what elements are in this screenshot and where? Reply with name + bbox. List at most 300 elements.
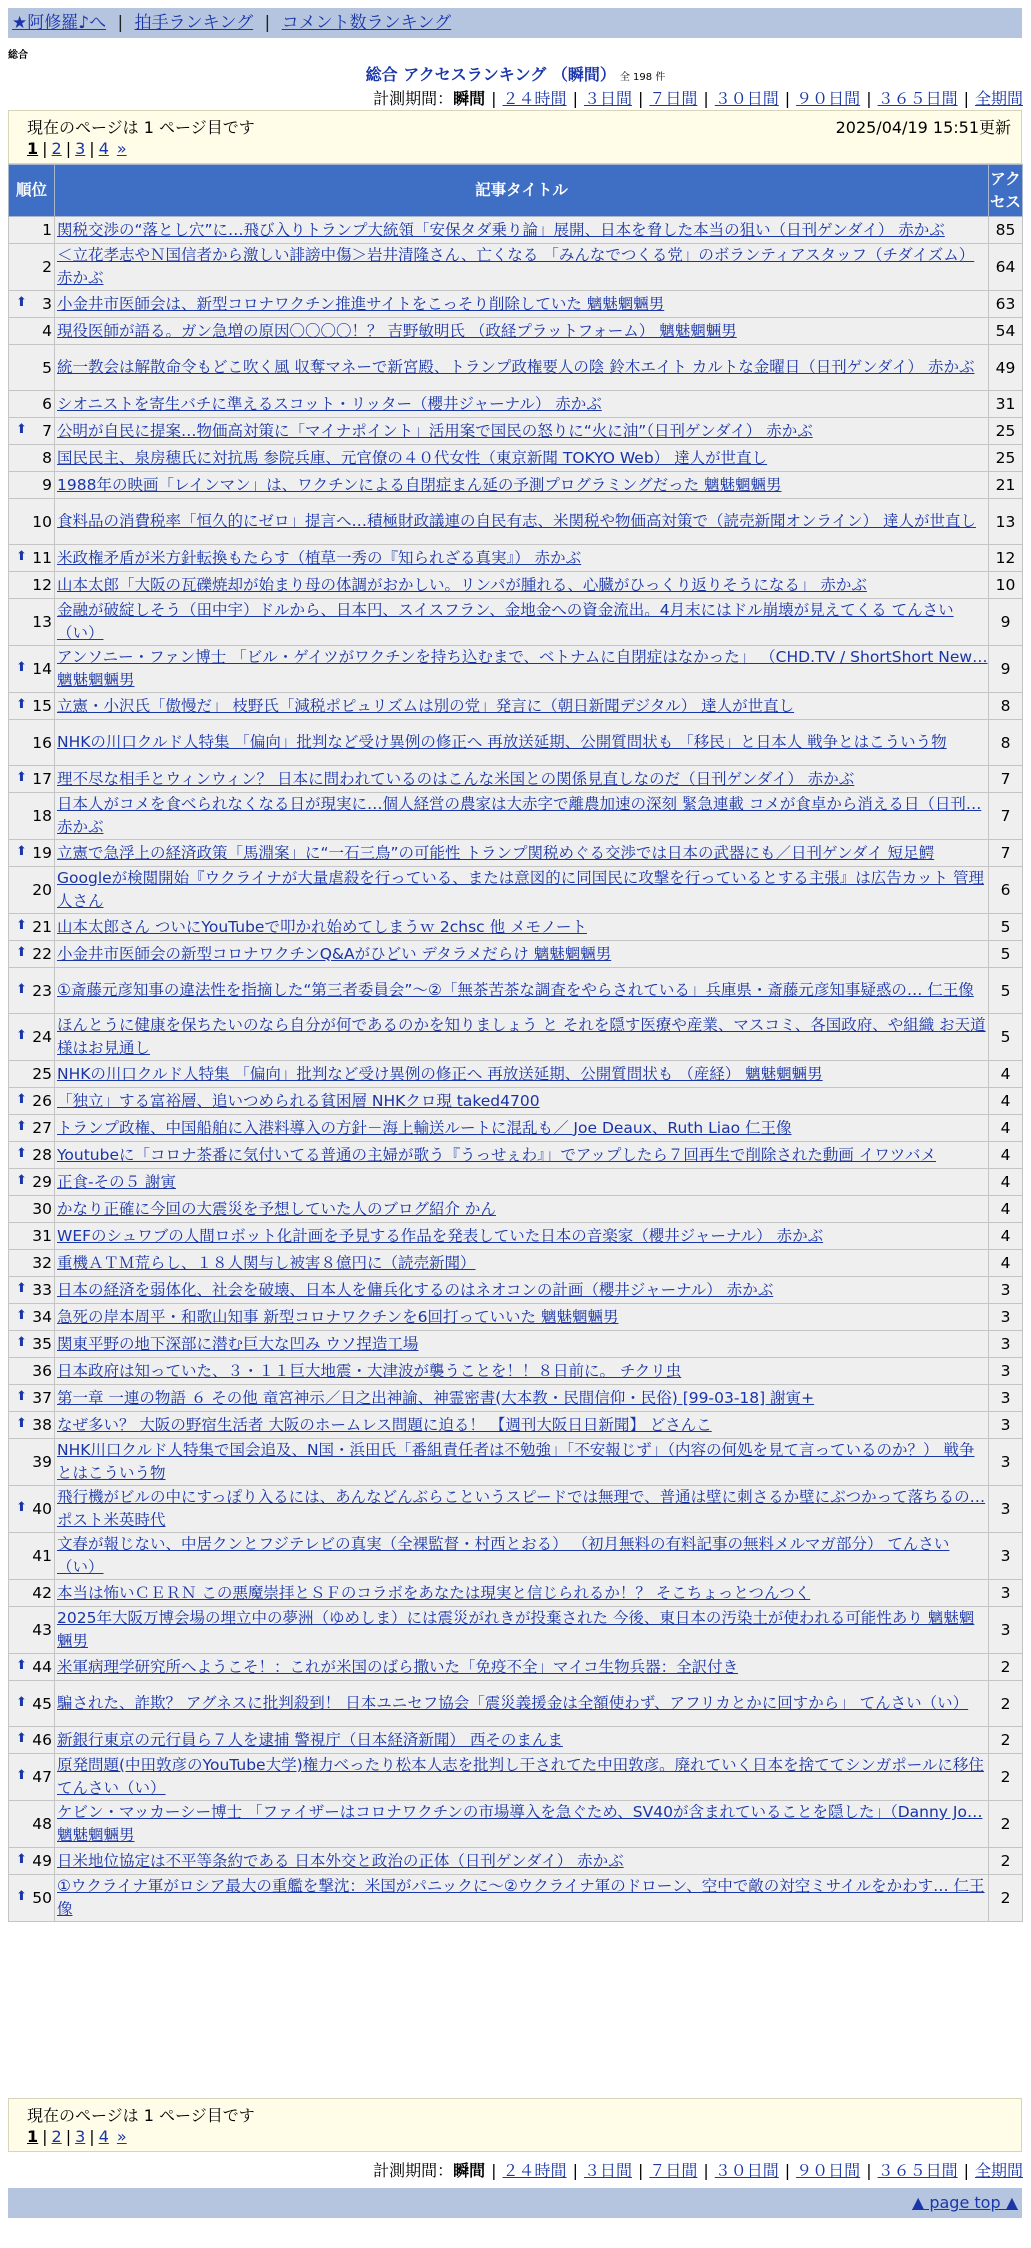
access-count: 25 <box>989 445 1023 472</box>
article-link[interactable]: NHKの川口クルド人特集 「偏向」批判など受け異例の修正へ 再放送延期、公開質問状も 「移民」と日本人 戦争とはこういう物 <box>57 733 947 751</box>
access-count: 5 <box>989 968 1023 1014</box>
title-cell <box>55 217 989 244</box>
up-arrow-icon: ⬆ <box>16 945 27 960</box>
rank-cell <box>9 1358 55 1385</box>
article-link[interactable]: 原発問題(中田敦彦のYouTube大学)権力べったり松本人志を批判し干されてた中田敦彦。廃れていく日本を捨ててシンガポールに移住 てんさい（い） <box>57 1756 984 1797</box>
pager-panel-top <box>8 110 1022 164</box>
title-cell <box>55 345 989 391</box>
access-count: 3 <box>989 1607 1023 1654</box>
rank-cell <box>9 1331 55 1358</box>
rank-cell <box>9 445 55 472</box>
table-row <box>9 1801 1023 1848</box>
title-cell <box>55 693 989 720</box>
rank-cell <box>9 418 55 445</box>
ranking-body <box>9 217 1023 1922</box>
article-link[interactable]: 金融が破綻しそう（田中宇）ドルから、日本円、スイスフラン、金地金への資金流出。4月末にはドル崩壊が見えてくる てんさい（い） <box>57 601 954 642</box>
table-row <box>9 1304 1023 1331</box>
up-arrow-icon: ⬆ <box>16 295 27 310</box>
table-row <box>9 572 1023 599</box>
period-24h[interactable]: ２４時間 <box>502 89 567 108</box>
access-count: 7 <box>989 766 1023 793</box>
page-link-4[interactable]: 4 <box>98 2127 109 2146</box>
title-cell <box>55 1385 989 1412</box>
title-cell <box>55 599 989 646</box>
article-link[interactable]: 文春が報じない、中居クンとフジテレビの真実（全裸監督・村西とおる） （初月無料の有料記事の無料メルマガ部分） てんさい（い） <box>57 1535 950 1576</box>
rank-number: 23 <box>32 981 52 1000</box>
table-row <box>9 1142 1023 1169</box>
title-cell <box>55 968 989 1014</box>
article-link[interactable]: WEFのシュワブの人間ロボット化計画を予見する作品を発表していた日本の音楽家（櫻井ジャーナル） 赤かぶ <box>57 1226 824 1245</box>
article-link[interactable]: 飛行機がビルの中にすっぽり入るには、あんなどんぶらこというスピードでは無理で、普通は壁に刺さるか壁にぶつかって落ちるの… ポスト米英時代 <box>57 1488 986 1529</box>
access-count: 2 <box>989 1754 1023 1801</box>
article-link[interactable]: 理不尽な相手とウィンウィン？ 日本に問われているのはこんな米国との関係見直しなのだ（日刊ゲンダイ） 赤かぶ <box>57 769 855 788</box>
table-row <box>9 1681 1023 1727</box>
up-arrow-icon: ⬆ <box>16 549 27 564</box>
article-link[interactable]: 米政権矛盾が米方針転換もたらす（植草一秀の『知られざる真実』） 赤かぶ <box>57 548 582 567</box>
table-header-row <box>9 165 1023 217</box>
article-link[interactable]: 関東平野の地下深部に潜む巨大な凹み ウソ捏造工場 <box>57 1334 419 1353</box>
period-all[interactable]: 全期間 <box>974 89 1023 108</box>
item-count: 全 198 件 <box>619 72 666 83</box>
rank-cell <box>9 1412 55 1439</box>
rank-cell <box>9 291 55 318</box>
up-arrow-icon: ⬆ <box>16 1119 27 1134</box>
table-row <box>9 418 1023 445</box>
access-count: 4 <box>989 1061 1023 1088</box>
col-access: アクセス <box>989 165 1023 217</box>
access-count: 4 <box>989 1088 1023 1115</box>
title-cell <box>55 572 989 599</box>
access-count: 3 <box>989 1304 1023 1331</box>
access-count: 4 <box>989 1250 1023 1277</box>
rank-number: 24 <box>32 1028 52 1046</box>
period-label: 計測期間： <box>373 89 454 108</box>
page-link-3[interactable]: 3 <box>75 139 86 158</box>
rank-cell <box>9 914 55 941</box>
title-cell <box>55 499 989 545</box>
rank-number: 34 <box>32 1308 52 1326</box>
next-page-link[interactable]: » <box>116 139 127 158</box>
title-cell <box>55 545 989 572</box>
article-link[interactable]: 「独立」する富裕層、追いつめられる貧困層 NHKクロ現 taked4700 <box>57 1091 540 1110</box>
rank-number: 13 <box>32 613 52 631</box>
rank-cell <box>9 1115 55 1142</box>
rank-number: 44 <box>32 1658 52 1676</box>
table-row <box>9 840 1023 867</box>
page-link-4[interactable]: 4 <box>98 139 109 158</box>
page-link-3[interactable]: 3 <box>75 2127 86 2146</box>
title-cell <box>55 1115 989 1142</box>
clap-ranking-link[interactable]: 拍手ランキング <box>134 13 254 33</box>
article-link[interactable]: 立憲・小沢氏「傲慢だ」 枝野氏「減税ポピュリズムは別の党」発言に（朝日新聞デジタル） 達人が世直し <box>57 696 795 715</box>
up-arrow-icon: ⬆ <box>16 1889 27 1904</box>
rank-cell <box>9 318 55 345</box>
access-count: 12 <box>989 545 1023 572</box>
access-count: 3 <box>989 1412 1023 1439</box>
article-link[interactable]: 山本太郎「大阪の瓦礫焼却が始まり母の体調がおかしい。リンパが腫れる、心臓がひっくり返りそうになる」 赤かぶ <box>57 575 867 594</box>
table-row <box>9 1088 1023 1115</box>
article-link[interactable]: 統一教会は解散命令もどこ吹く風 収奪マネーで新宮殿、トランプ政権要人の陰 鈴木エイト カルトな金曜日（日刊ゲンダイ） 赤かぶ <box>57 358 975 376</box>
up-arrow-icon: ⬆ <box>16 1308 27 1323</box>
rank-number: 42 <box>32 1584 52 1602</box>
title-cell <box>55 720 989 766</box>
period-90d[interactable]: ９０日間 <box>796 2161 861 2180</box>
title-cell <box>55 291 989 318</box>
rank-cell <box>9 1607 55 1654</box>
rank-number: 12 <box>32 576 52 594</box>
rank-cell <box>9 1439 55 1486</box>
title-cell <box>55 244 989 291</box>
up-arrow-icon: ⬆ <box>16 1173 27 1188</box>
rank-number: 9 <box>42 476 52 494</box>
table-row <box>9 968 1023 1014</box>
access-count: 2 <box>989 1848 1023 1875</box>
nav-separator: | <box>117 13 124 33</box>
title-cell <box>55 1250 989 1277</box>
up-arrow-icon: ⬆ <box>16 1500 27 1515</box>
ranking-table <box>8 164 1023 1922</box>
rank-number: 40 <box>32 1500 52 1518</box>
title-cell <box>55 318 989 345</box>
title-cell <box>55 391 989 418</box>
table-row <box>9 1486 1023 1533</box>
article-link[interactable]: 関税交渉の“落とし穴”に…飛び入りトランプ大統領「安保タダ乗り論」展開、日本を脅した本当の狙い（日刊ゲンダイ） 赤かぶ <box>57 220 945 239</box>
article-link[interactable]: 新銀行東京の元行員ら７人を逮捕 警視庁（日本経済新聞） 西そのまんま <box>57 1730 563 1749</box>
title-cell <box>55 1754 989 1801</box>
title-cell <box>55 1801 989 1848</box>
page-title <box>0 62 1031 85</box>
rank-number: 37 <box>32 1389 52 1407</box>
table-row <box>9 793 1023 840</box>
title-cell <box>55 1580 989 1607</box>
table-row <box>9 1607 1023 1654</box>
up-arrow-icon: ⬆ <box>16 1281 27 1296</box>
rank-number: 2 <box>42 258 52 276</box>
table-row <box>9 1654 1023 1681</box>
up-arrow-icon: ⬆ <box>16 660 27 675</box>
article-link[interactable]: 米軍病理学研究所へようこそ！：これが米国のばら撒いた「免疫不全」マイコ生物兵器：全訳付き <box>57 1657 739 1676</box>
rank-number: 32 <box>32 1254 52 1272</box>
access-count: 4 <box>989 1196 1023 1223</box>
title-cell <box>55 867 989 914</box>
up-arrow-icon: ⬆ <box>16 697 27 712</box>
rank-number: 14 <box>32 660 52 678</box>
title-cell <box>55 646 989 693</box>
rank-cell <box>9 766 55 793</box>
rank-cell <box>9 867 55 914</box>
title-cell <box>55 1088 989 1115</box>
article-link[interactable]: ケビン・マッカーシー博士 「ファイザーはコロナワクチンの市場導入を急ぐため、SV40が含まれていることを隠した」（Danny Jo… 魑魅魍魎男 <box>57 1803 983 1844</box>
rank-cell <box>9 1277 55 1304</box>
article-link[interactable]: 重機ＡＴＭ荒らし、１８人関与し被害８億円に（読売新聞） <box>57 1253 476 1272</box>
table-row <box>9 318 1023 345</box>
rank-cell <box>9 1654 55 1681</box>
rank-number: 45 <box>32 1694 52 1713</box>
article-link[interactable]: ＜立花孝志やＮ国信者から激しい誹謗中傷＞岩井清隆さん、亡くなる 「みんなでつくる党」のボランティアスタッフ（チダイズム） 赤かぶ <box>57 246 975 287</box>
table-row <box>9 867 1023 914</box>
article-link[interactable]: Googleが検閲開始『ウクライナが大量虐殺を行っている、または意図的に同国民に攻撃を行っているとする主張』は広告カット 管理人さん <box>57 869 984 910</box>
rank-cell <box>9 244 55 291</box>
article-link[interactable]: 正食-その５ 謝寅 <box>57 1172 177 1191</box>
rank-number: 27 <box>32 1119 52 1137</box>
table-row <box>9 1061 1023 1088</box>
access-count: 7 <box>989 793 1023 840</box>
table-row <box>9 1848 1023 1875</box>
rank-cell <box>9 1801 55 1848</box>
title-cell <box>55 1654 989 1681</box>
access-count: 3 <box>989 1385 1023 1412</box>
table-row <box>9 1533 1023 1580</box>
title-cell <box>55 1169 989 1196</box>
rank-cell <box>9 1196 55 1223</box>
period-all[interactable]: 全期間 <box>974 2161 1023 2180</box>
nav-separator: | <box>264 13 271 33</box>
rank-cell <box>9 840 55 867</box>
updated-time: 2025/04/19 15:51更新 <box>835 118 1011 137</box>
title-cell <box>55 1875 989 1922</box>
article-link[interactable]: ほんとうに健康を保ちたいのなら自分が何であるのかを知りましょう と それを隠す医療や産業、マスコミ、各国政府、や組織 お天道様はお見通し <box>57 1016 986 1057</box>
rank-cell <box>9 693 55 720</box>
rank-cell <box>9 1250 55 1277</box>
title-cell <box>55 472 989 499</box>
table-row <box>9 1358 1023 1385</box>
period-current: 瞬間 <box>453 2161 486 2180</box>
article-link[interactable]: Youtubeに「コロナ茶番に気付いてる普通の主婦が歌う『うっせぇわ』」でアップしたら７回再生で削除された動画 イワツバメ <box>57 1145 936 1164</box>
access-count: 4 <box>989 1223 1023 1250</box>
title-cell <box>55 793 989 840</box>
access-count: 10 <box>989 572 1023 599</box>
table-row <box>9 1196 1023 1223</box>
article-link[interactable]: 立憲で急浮上の経済政策「馬淵案」に“一石三鳥”の可能性 トランプ関税めぐる交渉では日本の武器にも／日刊ゲンダイ 短足鰐 <box>57 843 935 862</box>
period-30d[interactable]: ３０日間 <box>714 2161 779 2180</box>
access-count: 49 <box>989 345 1023 391</box>
up-arrow-icon: ⬆ <box>16 1852 27 1867</box>
rank-cell <box>9 1580 55 1607</box>
period-365d[interactable]: ３６５日間 <box>877 89 958 108</box>
bottom-bar <box>8 2188 1022 2218</box>
article-link[interactable]: NHK川口クルド人特集で国会追及、N国・浜田氏「番組責任者は不勉強」「不安報じず」（内容の何処を見て言っているのか？） 戦争とはこういう物 <box>57 1441 975 1482</box>
article-link[interactable]: 国民民主、泉房穂氏に対抗馬 参院兵庫、元官僚の４０代女性（東京新聞 TOKYO Web） 達人が世直し <box>57 448 768 467</box>
article-link[interactable]: アンソニー・ファン博士 「ビル・ゲイツがワクチンを持ち込むまで、ベトナムに自閉症はなかった」 （CHD.TV / ShortShort New… 魑魅魍魎男 <box>57 648 988 689</box>
article-link[interactable]: 食料品の消費税率「恒久的にゼロ」提言へ…積極財政議連の自民有志、米関税や物価高対策で（読売新聞オンライン） 達人が世直し <box>57 512 976 530</box>
table-row <box>9 244 1023 291</box>
table-row <box>9 291 1023 318</box>
title-cell <box>55 1277 989 1304</box>
access-count: 54 <box>989 318 1023 345</box>
title-cell <box>55 1014 989 1061</box>
article-link[interactable]: 日本政府は知っていた、３・１１巨大地震・大津波が襲うことを！！８日前に。 チクリ虫 <box>57 1361 682 1380</box>
home-link[interactable]: ★阿修羅♪へ <box>12 13 107 33</box>
period-selector-top: 計測期間：瞬間 | ２４時間 | ３日間 | ７日間 | ３０日間 | ９０日間 | ３６５日間 | 全期間 <box>373 89 1023 108</box>
period-30d[interactable]: ３０日間 <box>714 89 779 108</box>
access-count: 8 <box>989 720 1023 766</box>
table-row <box>9 1115 1023 1142</box>
period-24h[interactable]: ２４時間 <box>502 2161 567 2180</box>
rank-cell <box>9 1848 55 1875</box>
title-cell <box>55 941 989 968</box>
article-link[interactable]: 急死の岸本周平・和歌山知事 新型コロナワクチンを6回打っていいた 魑魅魍魎男 <box>57 1307 619 1326</box>
up-arrow-icon: ⬆ <box>16 844 27 859</box>
access-count: 3 <box>989 1439 1023 1486</box>
access-count: 13 <box>989 499 1023 545</box>
page-current: 1 <box>27 2127 39 2146</box>
table-row <box>9 1754 1023 1801</box>
article-link[interactable]: 1988年の映画「レインマン」は、ワクチンによる自閉症まん延の予測プログラミングだった 魑魅魍魎男 <box>57 475 782 494</box>
up-arrow-icon: ⬆ <box>16 422 27 437</box>
article-link[interactable]: 公明が自民に提案…物価高対策に「マイナポイント」活用案で国民の怒りに“火に油”（日刊ゲンダイ） 赤かぶ <box>57 421 813 440</box>
article-link[interactable]: 本当は怖いＣＥＲＮ この悪魔崇拝とＳＦのコラボをあなたは現実と信じられるか！？ そこちょっとつんつく <box>57 1583 811 1602</box>
page-top-link[interactable]: ▲ page top ▲ <box>911 2193 1018 2212</box>
access-count: 8 <box>989 693 1023 720</box>
access-count: 7 <box>989 840 1023 867</box>
article-link[interactable]: なぜ多い？ 大阪の野宿生活者 大阪のホームレス問題に迫る！ 【週刊大阪日日新聞】 どさんこ <box>57 1415 712 1434</box>
rank-cell <box>9 1061 55 1088</box>
article-link[interactable]: 山本太郎さん ついにYouTubeで叩かれ始めてしまうｗ 2chsc 他 メモノート <box>57 917 587 936</box>
rank-cell <box>9 391 55 418</box>
top-nav-bar <box>8 8 1022 38</box>
period-365d[interactable]: ３６５日間 <box>877 2161 958 2180</box>
access-count: 9 <box>989 599 1023 646</box>
table-row <box>9 941 1023 968</box>
rank-cell <box>9 1142 55 1169</box>
title-cell <box>55 1533 989 1580</box>
rank-number: 1 <box>42 221 52 239</box>
rank-number: 41 <box>32 1547 52 1565</box>
pagination: 1 | 2 | 3 | 4 » <box>27 2127 127 2146</box>
table-row <box>9 693 1023 720</box>
rank-number: 6 <box>42 395 52 413</box>
page-link-2[interactable]: 2 <box>51 2127 62 2146</box>
pagination: 1 | 2 | 3 | 4 » <box>27 139 127 158</box>
comment-ranking-link[interactable]: コメント数ランキング <box>281 13 452 33</box>
rank-number: 4 <box>42 322 52 340</box>
rank-cell <box>9 1088 55 1115</box>
title-cell <box>55 1331 989 1358</box>
article-link[interactable]: 日米地位協定は不平等条約である 日本外交と政治の正体（日刊ゲンダイ） 赤かぶ <box>57 1851 624 1870</box>
up-arrow-icon: ⬆ <box>16 1389 27 1404</box>
rank-number: 22 <box>32 945 52 963</box>
rank-number: 46 <box>32 1731 52 1749</box>
page-link-2[interactable]: 2 <box>51 139 62 158</box>
table-row <box>9 599 1023 646</box>
title-cell <box>55 766 989 793</box>
rank-cell <box>9 646 55 693</box>
rank-cell <box>9 1486 55 1533</box>
access-count: 64 <box>989 244 1023 291</box>
article-link[interactable]: NHKの川口クルド人特集 「偏向」批判など受け異例の修正へ 再放送延期、公開質問状も （産経） 魑魅魍魎男 <box>57 1064 823 1083</box>
article-link[interactable]: 日本人がコメを食べられなくなる日が現実に…個人経営の農家は大赤字で離農加速の深刻 緊急連載 コメが食卓から消える日（日刊… 赤かぶ <box>57 795 982 836</box>
access-count: 3 <box>989 1277 1023 1304</box>
rank-number: 18 <box>32 807 52 825</box>
period-3d[interactable]: ３日間 <box>583 89 632 108</box>
rank-number: 39 <box>32 1453 52 1471</box>
title-cell <box>55 1681 989 1727</box>
article-link[interactable]: 日本の経済を弱体化、社会を破壊、日本人を傭兵化するのはネオコンの計画（櫻井ジャーナル） 赤かぶ <box>57 1280 774 1299</box>
period-7d[interactable]: ７日間 <box>649 2161 698 2180</box>
rank-cell <box>9 217 55 244</box>
rank-cell <box>9 499 55 545</box>
rank-number: 20 <box>32 881 52 899</box>
rank-number: 30 <box>32 1200 52 1218</box>
table-row <box>9 217 1023 244</box>
table-row <box>9 1331 1023 1358</box>
article-link[interactable]: 小金井市医師会の新型コロナワクチンQ&Aがひどい デタラメだらけ 魑魅魍魎男 <box>57 944 612 963</box>
rank-cell <box>9 345 55 391</box>
title-cell <box>55 1439 989 1486</box>
article-link[interactable]: ①斎藤元彦知事の違法性を指摘した“第三者委員会”〜②「無茶苦茶な調査をやらされている」兵庫県・斎藤元彦知事疑惑の… 仁王像 <box>57 981 974 999</box>
up-arrow-icon: ⬆ <box>16 1416 27 1431</box>
rank-cell <box>9 1385 55 1412</box>
page-status: 現在のページは 1 ページ目です <box>27 118 255 137</box>
rank-number: 15 <box>32 697 52 715</box>
access-count: 2 <box>989 1727 1023 1754</box>
category-label: 総合 <box>8 50 28 61</box>
article-link[interactable]: 騙された、詐欺？ アグネスに批判殺到！ 日本ユニセフ協会「震災義援金は全額使わず、アフリカとかに回すから」 てんさい（い） <box>57 1694 969 1712</box>
table-row <box>9 1727 1023 1754</box>
table-row <box>9 345 1023 391</box>
title-cell <box>55 1196 989 1223</box>
table-row <box>9 499 1023 545</box>
article-link[interactable]: トランプ政権、中国船舶に入港料導入の方針－海上輸送ルートに混乱も／ Joe Deaux、Ruth Liao 仁王像 <box>57 1118 792 1137</box>
table-row <box>9 1169 1023 1196</box>
title-cell <box>55 1607 989 1654</box>
access-count: 25 <box>989 418 1023 445</box>
title-cell <box>55 445 989 472</box>
article-link[interactable]: 第一章 一連の物語 ６ その他 竜宮神示／日之出神諭、神霊密書(大本教・民間信仰・民俗) [99-03-18] 謝寅+ <box>57 1388 815 1407</box>
rank-cell <box>9 793 55 840</box>
up-arrow-icon: ⬆ <box>16 1768 27 1783</box>
rank-number: 19 <box>32 844 52 862</box>
title-cell <box>55 1727 989 1754</box>
access-count: 2 <box>989 1801 1023 1848</box>
rank-cell <box>9 1014 55 1061</box>
rank-number: 50 <box>32 1889 52 1907</box>
next-page-link[interactable]: » <box>116 2127 127 2146</box>
article-link[interactable]: かなり正確に今回の大震災を予想していた人のブログ紹介 かん <box>57 1199 496 1218</box>
article-link[interactable]: 小金井市医師会は、新型コロナワクチン推進サイトをこっそり削除していた 魑魅魍魎男 <box>57 294 665 313</box>
article-link[interactable]: シオニストを寄生バチに準えるスコット・リッター（櫻井ジャーナル） 赤かぶ <box>57 394 602 413</box>
rank-number: 48 <box>32 1815 52 1833</box>
period-90d[interactable]: ９０日間 <box>796 89 861 108</box>
access-count: 6 <box>989 867 1023 914</box>
rank-number: 10 <box>32 512 52 531</box>
rank-number: 36 <box>32 1362 52 1380</box>
period-7d[interactable]: ７日間 <box>649 89 698 108</box>
period-3d[interactable]: ３日間 <box>583 2161 632 2180</box>
title-cell <box>55 1848 989 1875</box>
access-count: 2 <box>989 1681 1023 1727</box>
rank-number: 17 <box>32 770 52 788</box>
col-rank: 順位 <box>9 165 55 217</box>
period-label: 計測期間： <box>373 2161 454 2180</box>
article-link[interactable]: ①ウクライナ軍がロシア最大の重艦を撃沈：米国がパニックに〜②ウクライナ軍のドローン、空中で敵の対空ミサイルをかわす… 仁王像 <box>57 1877 985 1918</box>
article-link[interactable]: 現役医師が語る。ガン急増の原因〇〇〇〇！？ 吉野敏明氏 （政経プラットフォーム） 魑魅魍魎男 <box>57 321 737 340</box>
article-link[interactable]: 2025年大阪万博会場の埋立中の夢洲（ゆめしま）には震災がれきが投棄された 今後、東日本の汚染土が使われる可能性あり 魑魅魍魎男 <box>57 1609 975 1650</box>
access-count: 21 <box>989 472 1023 499</box>
rank-number: 31 <box>32 1227 52 1245</box>
table-row <box>9 646 1023 693</box>
table-row <box>9 1223 1023 1250</box>
rank-number: 38 <box>32 1416 52 1434</box>
rank-cell <box>9 1533 55 1580</box>
table-row <box>9 391 1023 418</box>
rank-number: 47 <box>32 1768 52 1786</box>
access-count: 4 <box>989 1142 1023 1169</box>
pager-panel-bottom <box>8 2098 1022 2152</box>
rank-cell <box>9 1681 55 1727</box>
rank-cell <box>9 1169 55 1196</box>
table-row <box>9 720 1023 766</box>
